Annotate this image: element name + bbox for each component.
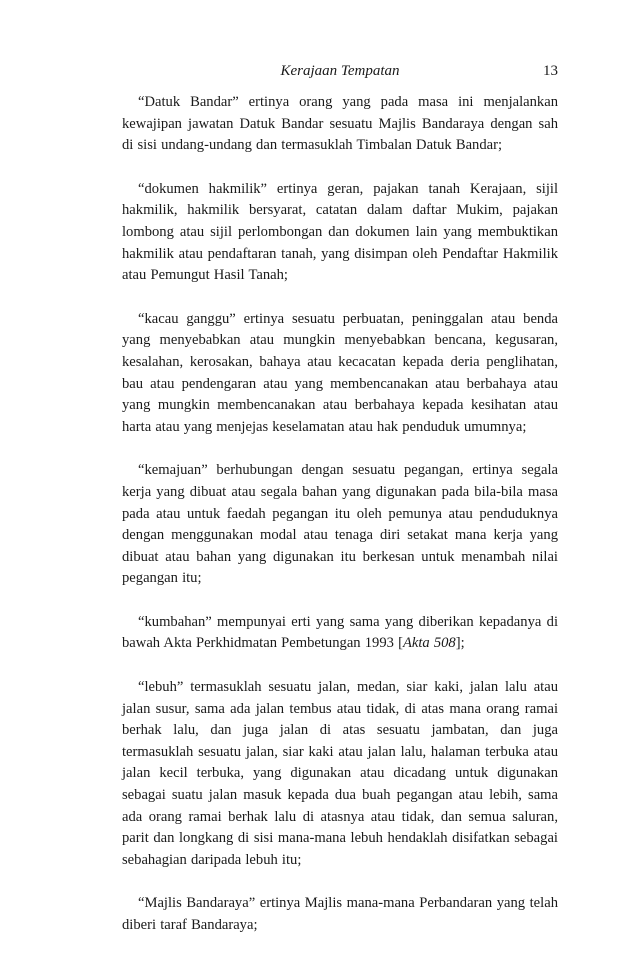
definitions-section [122, 92, 558, 937]
header-title: Kerajaan Tempatan [280, 63, 400, 79]
definition-dokumen-hakmilik: “dokumen hakmilik” ertinya geran, pajakan tanah Kerajaan, sijil hakmilik, hakmilik bersyarat, catatan dalam daftar Mukim, pajakan lombong atau sijil perlombongan dan dokumen lain yang membuktikan hakmilik atau pendaftaran tanah, yang disimpan oleh Pendaftar Hakmilik atau Pemungut Hasil Tanah; [122, 180, 558, 284]
definition-kumbahan-end: ]; [455, 635, 465, 652]
definition-kacau-ganggu: “kacau ganggu” ertinya sesuatu perbuatan, peninggalan atau benda yang menyebabkan atau mungkin menyebabkan bencana, kegusaran, kesalahan, kerosakan, bahaya atau kecacatan kepada deria penglihatan, bau atau pendengaran atau yang membencanakan atau berbahaya atau yang mungkin membencanakan atau berbahaya kepada kesihatan atau harta atau yang menjejas keselamatan atau hak penduduk umumnya; [122, 310, 558, 435]
document-page [122, 60, 558, 959]
definition-lebuh: “lebuh” termasuklah sesuatu jalan, medan, siar kaki, jalan lalu atau jalan susur, sama ada jalan tembus atau tidak, di atas mana orang ramai berhak lalu, dan juga jalan di atas sesuatu jambatan, dan juga termasuklah sesuatu jalan, siar kaki atau jalan lalu, halaman terbuka atau jalan kecil terbuka, yang digunakan atau dicadang untuk digunakan sebagai suatu jalan masuk kepada dua buah pegangan atau lebih, sama ada orang ramai berhak lalu di atasnya atau tidak, dan semua saluran, parit dan longkang di sisi mana-mana lebuh hendaklah disifatkan sebagai sebahagian daripada lebuh itu; [122, 679, 558, 868]
definition-datuk-bandar: “Datuk Bandar” ertinya orang yang pada masa ini menjalankan kewajipan jawatan Datuk Bandar sesuatu Majlis Bandaraya dengan sah di sisi undang-undang dan termasuklah Timbalan Datuk Bandar; [122, 94, 558, 154]
act-reference: Akta 508 [402, 635, 456, 652]
definition-majlis-bandaraya: “Majlis Bandaraya” ertinya Majlis mana-mana Perbandaran yang telah diberi taraf Bandaraya; [122, 895, 558, 933]
definition-kumbahan [122, 612, 558, 655]
definition-kemajuan: “kemajuan” berhubungan dengan sesuatu pegangan, ertinya segala kerja yang dibuat atau segala bahan yang digunakan pada bila-bila masa pada atau untuk faedah pegangan itu oleh pemunya atau penduduknya dengan menggunakan modal atau tenaga diri setakat mana kerja yang dibuat atau bahan yang digunakan itu berkesan untuk menambah nilai pegangan itu; [122, 462, 558, 587]
page-number: 13 [543, 63, 558, 79]
definition-kumbahan-text: “kumbahan” mempunyai erti yang sama yang diberikan kepadanya di bawah Akta Perkhidmatan Pembetungan 1993 [ [122, 613, 558, 652]
running-header [122, 60, 558, 82]
